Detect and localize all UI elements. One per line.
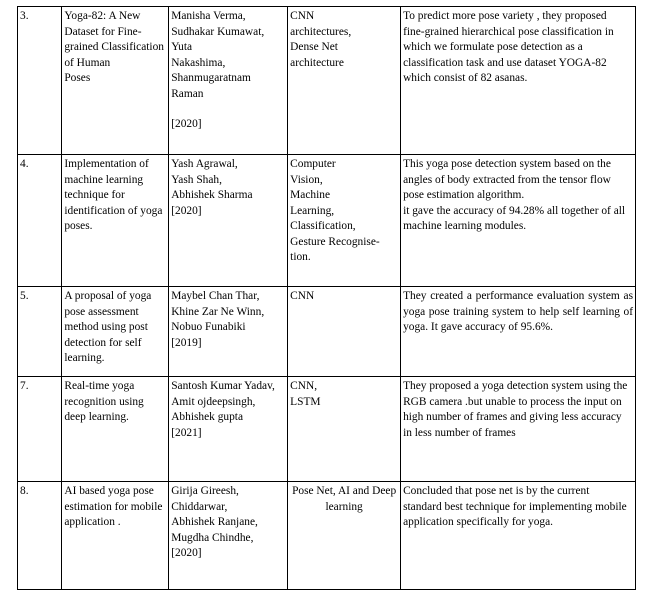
paper-title-cell: AI based yoga pose estimation for mobile application . [62, 482, 169, 590]
serial-number-cell: 5. [18, 287, 62, 377]
authors-text: Yash Agrawal, Yash Shah, Abhishek Sharma [171, 158, 253, 201]
authors-text: Maybel Chan Thar, Khine Zar Ne Winn, Nobuo Funabiki [171, 290, 265, 333]
year-text: [2020] [171, 547, 202, 559]
method-cell: CNN, LSTM [288, 377, 401, 482]
table-row [18, 287, 636, 377]
paper-title-cell: A proposal of yoga pose assessment method using post detection for self learning. [62, 287, 169, 377]
finding-cell: They created a performance evaluation system as yoga pose training system to help self learning of yoga. It gave accuracy of 95.6%. [401, 287, 636, 377]
table-row [18, 155, 636, 287]
serial-number-cell: 4. [18, 155, 62, 287]
authors-text: Girija Gireesh, Chiddarwar, Abhishek Ranjane, Mugdha Chindhe, [171, 485, 258, 544]
method-cell: Pose Net, AI and Deep learning [288, 482, 401, 590]
year-text: [2020] [171, 204, 202, 217]
finding-cell: They proposed a yoga detection system using the RGB camera .but unable to process the input on high number of frames and giving less accuracy in less number of frames [401, 377, 636, 482]
finding-cell: This yoga pose detection system based on the angles of body extracted from the tensor flow pose estimation algorithm. it gave the accuracy of 94.28% all together of all machine learning modules. [401, 155, 636, 287]
finding-cell: To predict more pose variety , they proposed fine-grained hierarchical pose classification in which we formulate pose detection as a classification task and use dataset YOGA-82 which consist of 82 asanas. [401, 7, 636, 155]
literature-table [17, 6, 636, 590]
authors-text: Santosh Kumar Yadav, Amit ojdeepsingh, Abhishek gupta [171, 380, 275, 423]
serial-number-cell: 8. [18, 482, 62, 590]
table-row [18, 7, 636, 155]
authors-cell [169, 7, 288, 155]
year-text: [2021] [171, 426, 202, 439]
authors-text: Manisha Verma, Sudhakar Kumawat, Yuta Nakashima, Shanmugaratnam Raman [171, 10, 265, 100]
paper-title-cell: Implementation of machine learning technique for identification of yoga poses. [62, 155, 169, 287]
serial-number-cell: 7. [18, 377, 62, 482]
serial-number-cell: 3. [18, 7, 62, 155]
paper-title-cell: Real-time yoga recognition using deep learning. [62, 377, 169, 482]
table-row [18, 377, 636, 482]
year-text: [2020] [171, 118, 202, 130]
authors-cell [169, 377, 288, 482]
authors-cell [169, 155, 288, 287]
method-cell: Computer Vision, Machine Learning, Classification, Gesture Recognise- tion. [288, 155, 401, 287]
table-row [18, 482, 636, 590]
method-cell: CNN architectures, Dense Net architecture [288, 7, 401, 155]
authors-cell [169, 482, 288, 590]
authors-cell [169, 287, 288, 377]
method-cell: CNN [288, 287, 401, 377]
paper-title-cell: Yoga-82: A New Dataset for Fine- grained Classification of Human Poses [62, 7, 169, 155]
finding-cell: Concluded that pose net is by the current standard best technique for implementing mobile application specifically for yoga. [401, 482, 636, 590]
year-text: [2019] [171, 336, 202, 349]
